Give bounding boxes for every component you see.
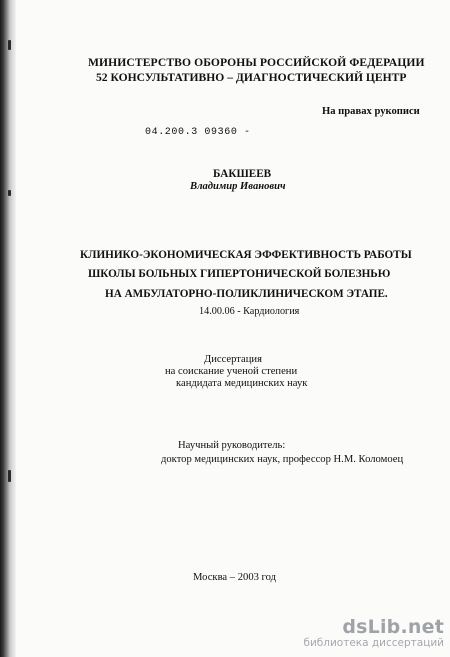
scan-edge-shadow (0, 0, 16, 657)
specialty-code: 14.00.06 - Кардиология (199, 306, 300, 317)
manuscript-rights-note: На правах рукописи (322, 106, 420, 117)
author-name: Владимир Иванович (190, 181, 286, 192)
watermark-logo (303, 617, 444, 649)
scan-speck (8, 40, 11, 50)
center-heading: 52 КОНСУЛЬТАТИВНО – ДИАГНОСТИЧЕСКИЙ ЦЕНТР (96, 71, 407, 84)
degree-line-1: на соискание ученой степени (165, 366, 298, 377)
degree-line-2: кандидата медицинских наук (176, 378, 308, 389)
watermark-main: dsLib.net (342, 616, 444, 638)
title-line-3: НА АМБУЛАТОРНО-ПОЛИКЛИНИЧЕСКОМ ЭТАПЕ. (105, 288, 388, 300)
registration-stamp: 04.200.3 09360 - (145, 127, 251, 138)
ministry-heading: МИНИСТЕРСТВО ОБОРОНЫ РОССИЙСКОЙ ФЕДЕРАЦИИ (88, 56, 425, 69)
title-line-1: КЛИНИКО-ЭКОНОМИЧЕСКАЯ ЭФФЕКТИВНОСТЬ РАБОТЫ (80, 249, 412, 261)
title-line-2: ШКОЛЫ БОЛЬНЫХ ГИПЕРТОНИЧЕСКОЙ БОЛЕЗНЬЮ (88, 268, 391, 280)
supervisor-label: Научный руководитель: (178, 440, 286, 451)
supervisor-name: доктор медицинских наук, профессор Н.М. Коломоец (161, 454, 404, 465)
document-type: Диссертация (204, 354, 262, 365)
watermark-sub: библиотека диссертаций (303, 637, 444, 649)
scan-speck (8, 470, 11, 482)
place-year: Москва – 2003 год (193, 572, 277, 583)
scan-speck (8, 190, 11, 196)
author-surname: БАКШЕЕВ (213, 168, 272, 180)
